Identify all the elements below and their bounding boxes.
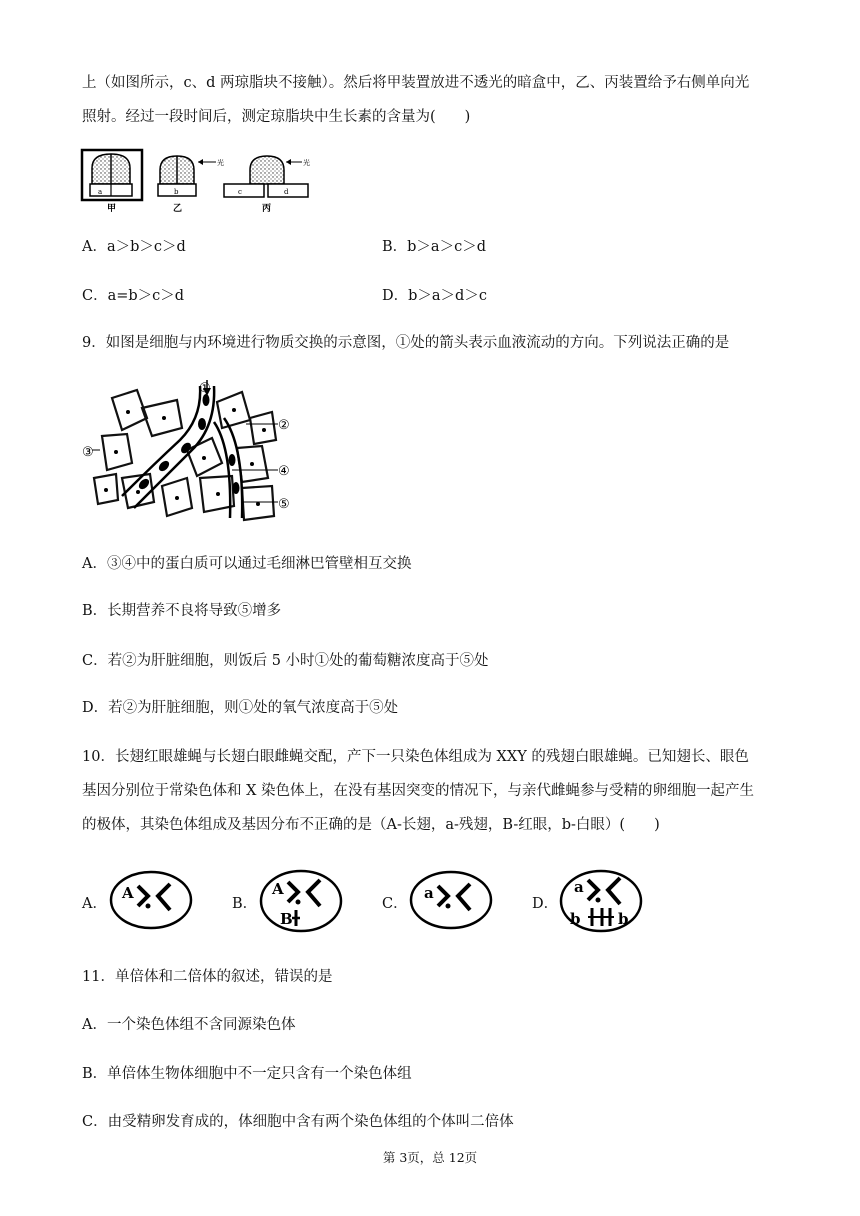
q10-options-row bbox=[82, 868, 782, 934]
label-5: ⑤ bbox=[278, 497, 290, 512]
label-yi: 乙 bbox=[173, 204, 183, 214]
gene-d1-label: a bbox=[574, 878, 584, 896]
label-1: ① bbox=[199, 381, 211, 396]
q9-stem: 9．如图是细胞与内环境进行物质交换的示意图，①处的箭头表示血液流动的方向。下列说法正确的是 bbox=[82, 335, 730, 351]
light-label-2: 光 bbox=[303, 159, 310, 167]
q8-option-c: C．a=b＞c＞d bbox=[82, 288, 185, 304]
q11-option-b: B．单倍体生物体细胞中不一定只含有一个染色体组 bbox=[82, 1066, 412, 1082]
label-4: ④ bbox=[278, 464, 290, 479]
q11-option-a: A．一个染色体组不含同源染色体 bbox=[82, 1017, 296, 1033]
block-c-label: c bbox=[238, 188, 242, 196]
q8-stem-line1: 上（如图所示，c、d 两琼脂块不接触）。然后将甲装置放进不透光的暗盒中，乙、丙装置给予右侧单向光 bbox=[82, 75, 750, 91]
gene-d2-label: b bbox=[570, 910, 581, 928]
gene-c-label: a bbox=[424, 884, 434, 902]
q8-stem-line2: 照射。经过一段时间后，测定琼脂块中生长素的含量为( ) bbox=[82, 109, 471, 125]
q9-option-a: A．③④中的蛋白质可以通过毛细淋巴管壁相互交换 bbox=[82, 556, 412, 572]
page-footer: 第 3页，总 12页 bbox=[382, 1150, 478, 1165]
block-a-label: a bbox=[98, 188, 103, 196]
q10-option-c-label: C． bbox=[382, 896, 408, 912]
q10-option-d-label: D． bbox=[532, 896, 559, 912]
q9-option-d: D．若②为肝脏细胞，则①处的氧气浓度高于⑤处 bbox=[82, 700, 399, 716]
q9-option-b: B．长期营养不良将导致⑤增多 bbox=[82, 603, 282, 619]
polar-body-a bbox=[108, 868, 194, 932]
q9-tissue-figure bbox=[82, 378, 302, 528]
light-label-1: 光 bbox=[217, 159, 224, 167]
label-3: ③ bbox=[82, 445, 94, 460]
label-2: ② bbox=[278, 418, 290, 433]
q8-coleoptile-figure bbox=[80, 148, 330, 214]
q8-option-a: A．a＞b＞c＞d bbox=[82, 239, 186, 255]
gene-a-label: A bbox=[122, 884, 134, 902]
label-jia: 甲 bbox=[107, 204, 117, 214]
block-b-label: b bbox=[174, 188, 179, 196]
q8-option-b: B．b＞a＞c＞d bbox=[382, 239, 486, 255]
polar-body-c bbox=[408, 868, 494, 932]
q11-stem: 11．单倍体和二倍体的叙述，错误的是 bbox=[82, 969, 333, 985]
q10-option-b-label: B． bbox=[232, 896, 258, 912]
polar-body-b bbox=[258, 868, 344, 934]
block-d-label: d bbox=[284, 188, 289, 196]
q10-stem-line3: 的极体，其染色体组成及基因分布不正确的是（A-长翅，a-残翅，B-红眼，b-白眼）( ) bbox=[82, 817, 660, 833]
q8-option-d: D．b＞a＞d＞c bbox=[382, 288, 487, 304]
q10-stem-line2: 基因分别位于常染色体和 X 染色体上，在没有基因突变的情况下，与亲代雌蝇参与受精的卵细胞一起产生 bbox=[82, 783, 755, 799]
gene-b2-label: B bbox=[280, 910, 293, 928]
gene-b1-label: A bbox=[272, 880, 284, 898]
q9-option-c: C．若②为肝脏细胞，则饭后 5 小时①处的葡萄糖浓度高于⑤处 bbox=[82, 653, 489, 669]
polar-body-d bbox=[558, 868, 644, 934]
q10-option-a-label: A． bbox=[82, 896, 107, 912]
gene-d3-label: b bbox=[618, 910, 629, 928]
q11-option-c: C．由受精卵发育成的，体细胞中含有两个染色体组的个体叫二倍体 bbox=[82, 1114, 514, 1130]
label-bing: 丙 bbox=[262, 204, 272, 214]
q10-stem-line1: 10．长翅红眼雄蝇与长翅白眼雌蝇交配，产下一只染色体组成为 XXY 的残翅白眼雄蝇。已知翅长、眼色 bbox=[82, 749, 749, 765]
